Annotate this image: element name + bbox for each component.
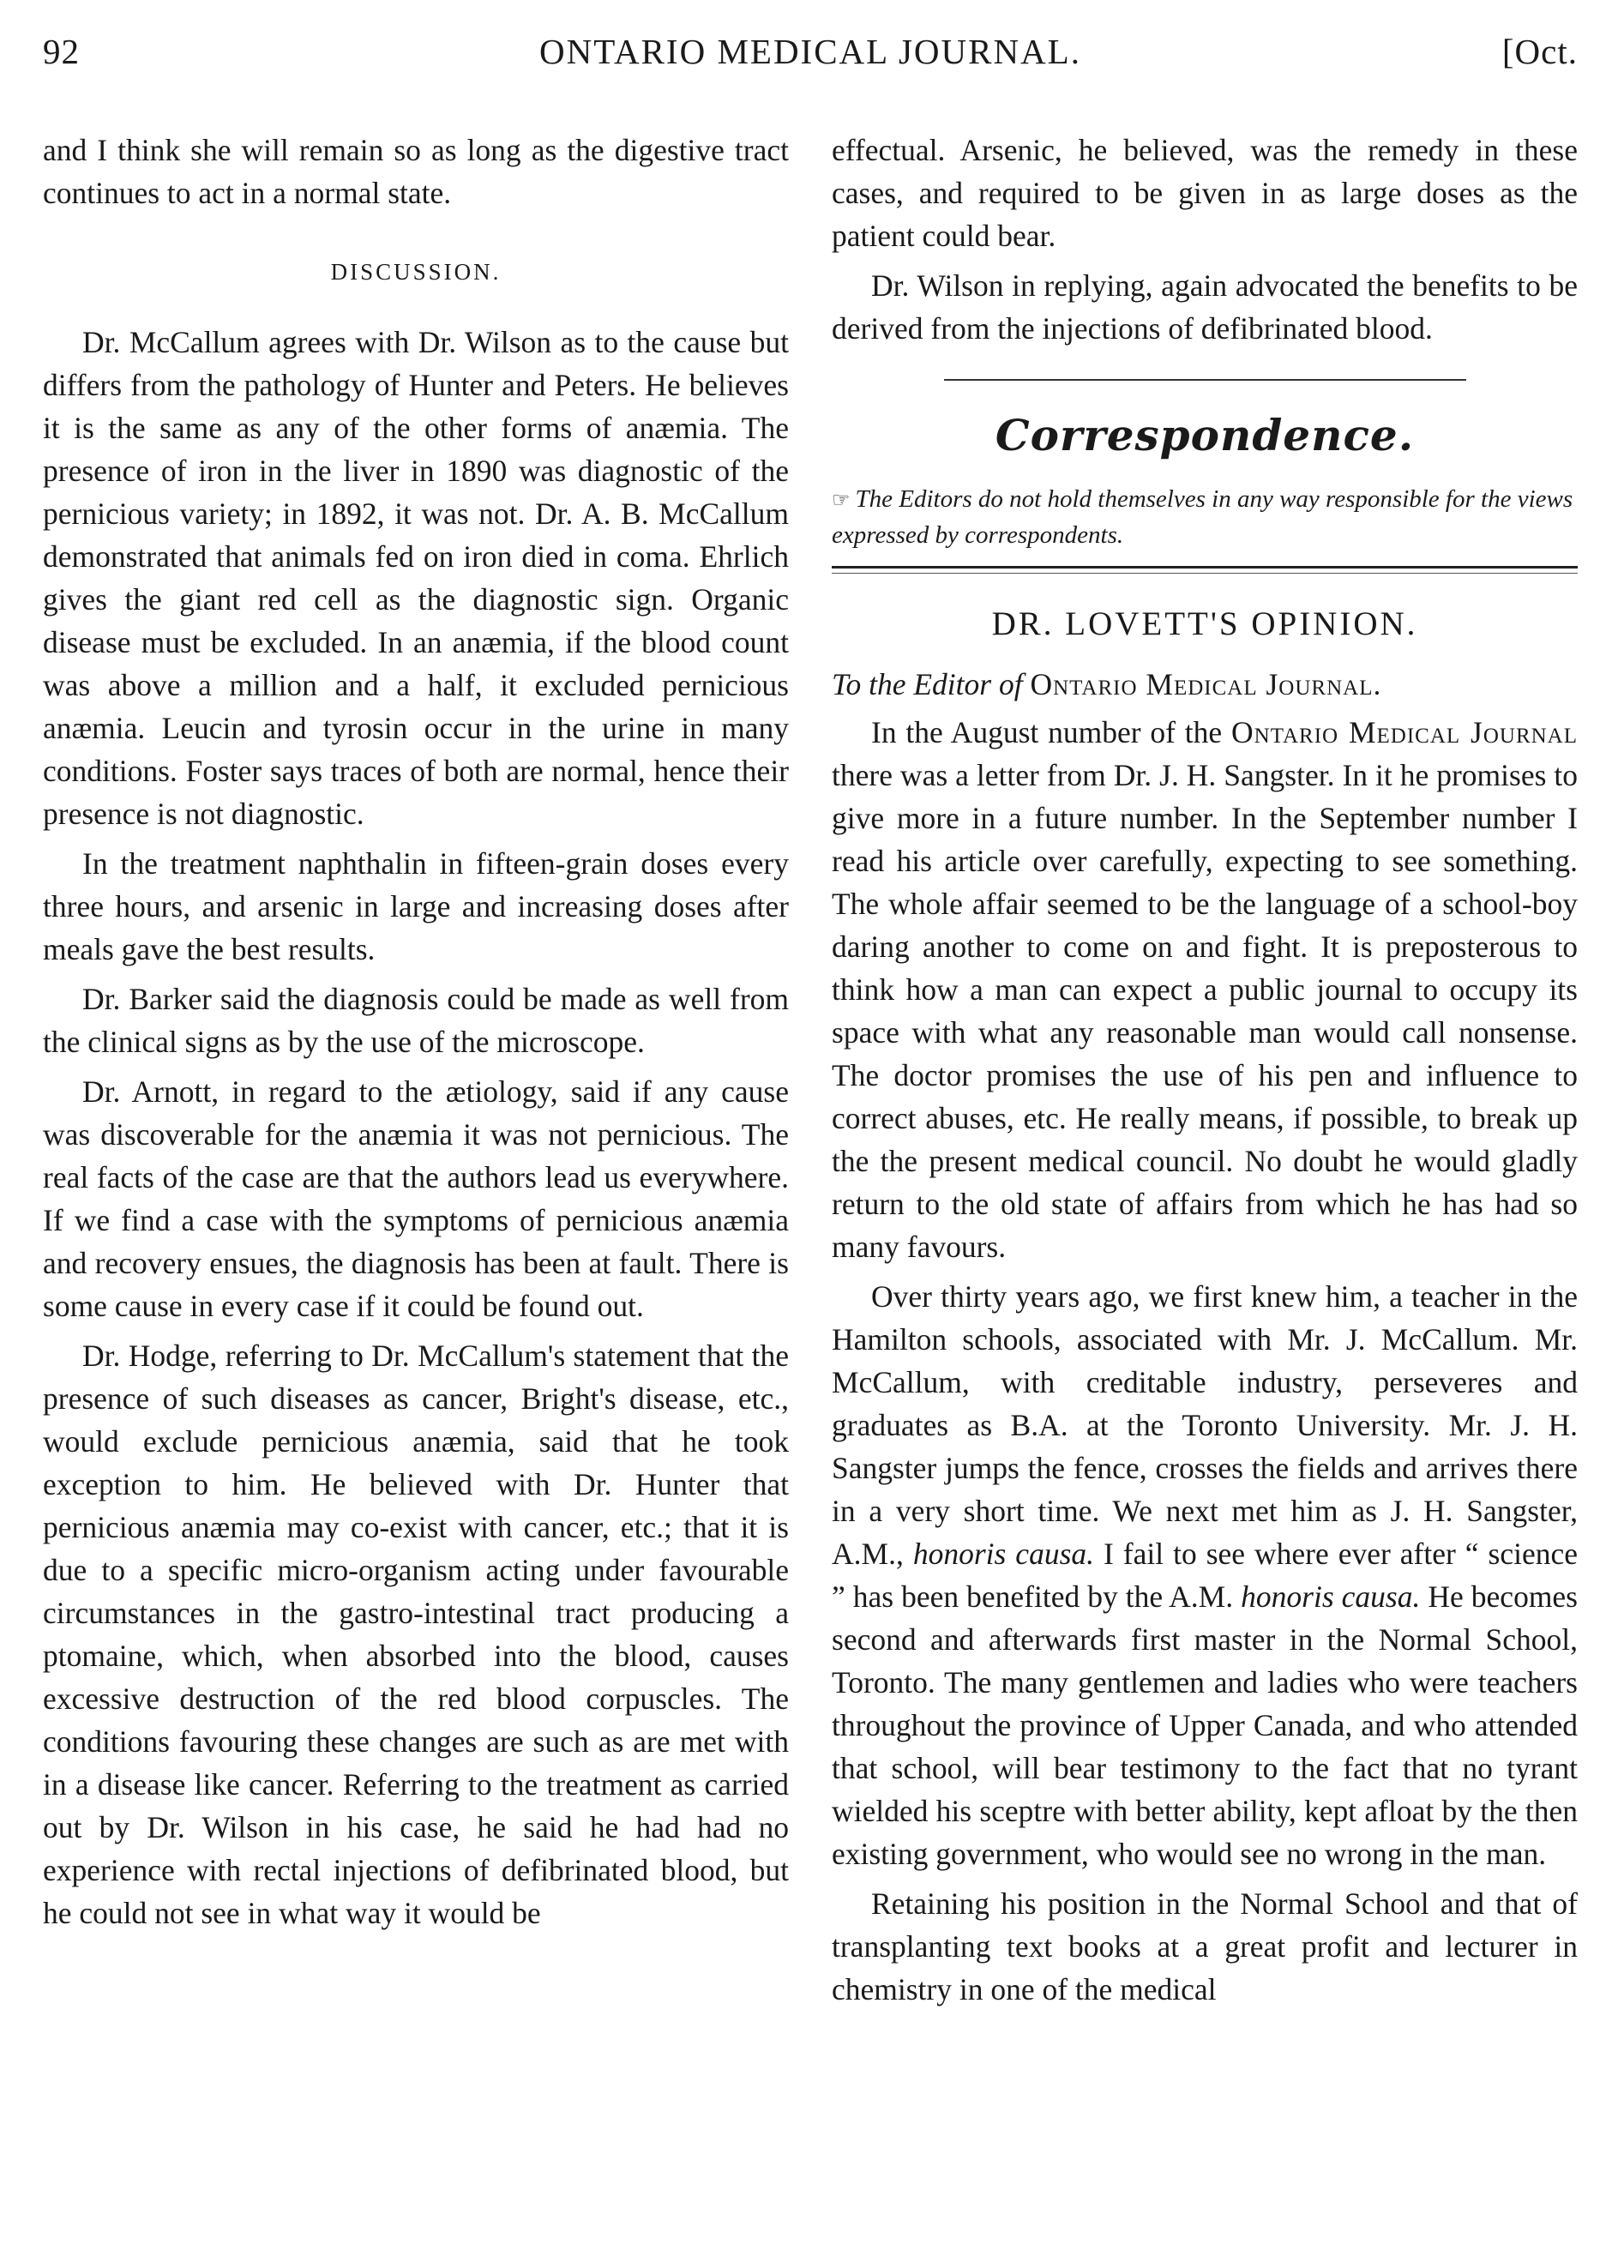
text-run: there was a letter from Dr. J. H. Sangster. In it he promises to give more in a future number. In the September number I read his article over carefully, expecting to see something. The whole affair seemed to be the language of a school-boy daring another to come on and fight. It is preposterous to think how a man can expect a public journal to occupy its space with what any reasonable man would call nonsense. The doctor promises the use of his pen and influence to correct abuses, etc. He really means, if possible, to break up the the present medical council. No doubt he would gladly return to the old state of affairs from which he has had so many favours. xyxy=(832,758,1578,1264)
paragraph-barker: Dr. Barker said the diagnosis could be made as well from the clinical signs as by the use of the microscope. xyxy=(43,982,789,1059)
right-column xyxy=(832,129,1578,2255)
honoris-causa-italic: honoris causa. xyxy=(912,1537,1095,1571)
correspondence-heading: Correspondence. xyxy=(995,410,1415,460)
honoris-causa-italic: honoris causa. xyxy=(1241,1579,1421,1614)
page-number: 92 xyxy=(43,32,80,71)
editorial-disclaimer xyxy=(832,482,1578,552)
running-head xyxy=(43,31,1578,91)
text-run: In the August number of the xyxy=(871,715,1232,749)
section-divider xyxy=(944,379,1466,381)
pointing-hand-icon: ☞ xyxy=(832,490,851,512)
left-column xyxy=(43,129,789,2255)
paragraph-continued-discussion: effectual. Arsenic, he believed, was the remedy in these cases, and required to be given in as large doses as the patient could bear. xyxy=(832,133,1578,253)
letter-title: DR. LOVETT'S OPINION. xyxy=(991,605,1418,642)
text-run: Over thirty years ago, we first knew him, a teacher in the Hamilton schools, associated with Mr. J. McCallum. Mr. McCallum, with creditable industry, perseveres and graduates as B.A. at the Toronto University. Mr. J. H. Sangster jumps the fence, crosses the fields and arrives there in a very short time. We next met him as J. H. Sangster, A.M., xyxy=(832,1279,1578,1571)
salutation-journal: Ontario Medical Journal. xyxy=(1030,667,1382,701)
paragraph-mccallum: Dr. McCallum agrees with Dr. Wilson as to the cause but differs from the pathology of Hunter and Peters. He believes it is the same as any of the other forms of anæmia. The presence of iron in the liver in 1890 was diagnostic of the pernicious variety; in 1892, it was not. Dr. A. B. McCallum demonstrated that animals fed on iron died in coma. Ehrlich gives the giant red cell as the diagnostic sign. Organic disease must be excluded. In an anæmia, if the blood count was above a million and a half, it excluded pernicious anæmia. Leucin and tyrosin occur in the urine in many conditions. Foster says traces of both are normal, hence their presence is not diagnostic. xyxy=(43,325,789,831)
discussion-heading: DISCUSSION. xyxy=(330,259,502,285)
text-run: I fail to see where ever after “ science ” has been benefited by the A.M. xyxy=(832,1537,1578,1614)
double-rule-divider xyxy=(832,566,1578,574)
paragraph-treatment: In the treatment naphthalin in fifteen-grain doses every three hours, and arsenic in large and increasing doses after meals gave the best results. xyxy=(43,846,789,966)
paragraph-august-letter xyxy=(832,711,1578,1268)
journal-title: ONTARIO MEDICAL JOURNAL. xyxy=(539,32,1081,71)
journal-name-smallcaps: Ontario Medical Journal xyxy=(1231,715,1578,749)
paragraph-arnott: Dr. Arnott, in regard to the ætiology, said if any cause was discoverable for the anæmia it was not pernicious. The real facts of the case are that the authors lead us everywhere. If we find a case with the symptoms of pernicious anæmia and recovery ensues, the diagnosis has been at fault. There is some cause in every case if it could be found out. xyxy=(43,1074,789,1323)
paragraph-wilson-reply: Dr. Wilson in replying, again advocated the benefits to be derived from the injections of defibrinated blood. xyxy=(832,268,1578,346)
letter-salutation xyxy=(832,663,1578,706)
text-run: He becomes second and afterwards first master in the Normal School, Toronto. The many gentlemen and ladies who were teachers throughout the province of Upper Canada, and who attended that school, will bear testimony to the fact that no tyrant wielded his sceptre with better ability, kept afloat by the then existing government, who would see no wrong in the man. xyxy=(832,1579,1578,1871)
issue-month: [Oct. xyxy=(1501,32,1578,71)
paragraph-thirty-years xyxy=(832,1275,1578,1875)
paragraph-retaining: Retaining his position in the Normal School and that of transplanting text books at a great profit and lecturer in chemistry in one of the medical xyxy=(832,1886,1578,2006)
paragraph-continued-text: and I think she will remain so as long as the digestive tract continues to act in a normal state. xyxy=(43,133,789,210)
paragraph-hodge: Dr. Hodge, referring to Dr. McCallum's statement that the presence of such diseases as cancer, Bright's disease, etc., would exclude pernicious anæmia, said that he took exception to him. He believed with Dr. Hunter that pernicious anæmia may co-exist with cancer, etc.; that it is due to a specific micro-organism acting under favourable circumstances in the gastro-intestinal tract producing a ptomaine, which, when absorbed into the blood, causes excessive destruction of the red blood corpuscles. The conditions favouring these changes are such as are met with in a disease like cancer. Referring to the treatment as carried out by Dr. Wilson in his case, he said he had had no experience with rectal injections of defibrinated blood, but he could not see in what way it would be xyxy=(43,1339,789,1930)
disclaimer-text: The Editors do not hold themselves in any way responsible for the views expressed by correspondents. xyxy=(832,485,1573,549)
salutation-prefix: To the Editor of xyxy=(832,667,1023,701)
